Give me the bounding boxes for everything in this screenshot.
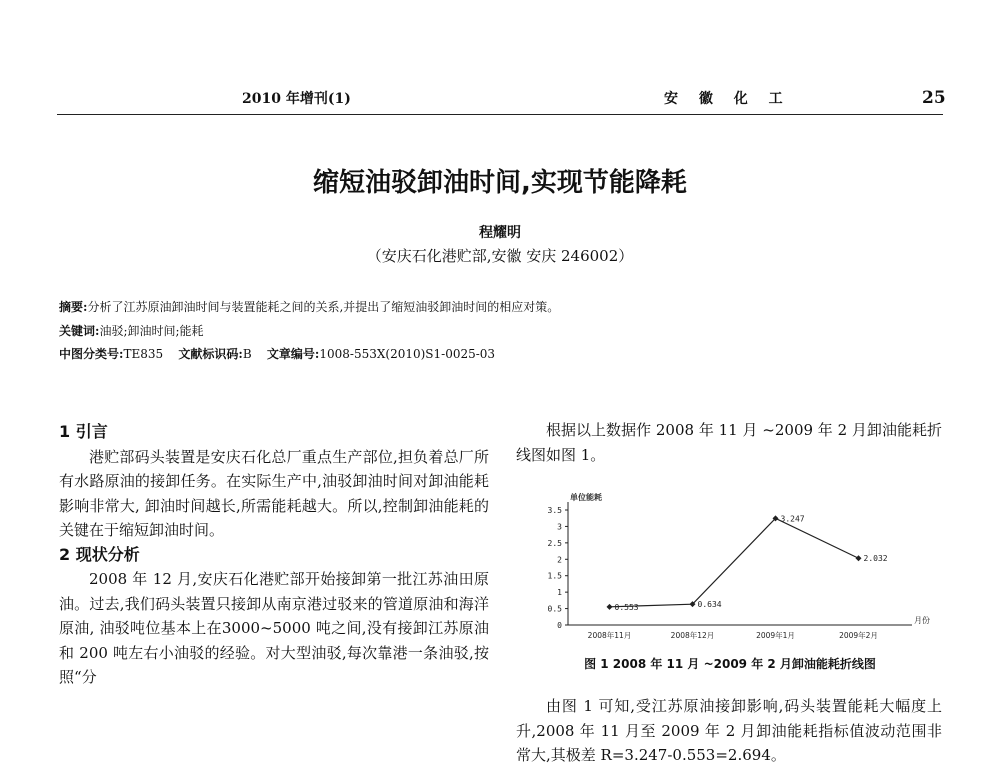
data-point <box>607 604 613 610</box>
y-tick-label: 3.5 <box>547 506 562 515</box>
classification-line <box>59 345 495 362</box>
keywords <box>59 322 204 339</box>
author: 程耀明 <box>479 225 521 241</box>
x-tick-label: 2008年12月 <box>670 631 715 640</box>
figure-caption: 图 1 2008 年 11 月 ~2009 年 2 月卸油能耗折线图 <box>584 657 876 671</box>
y-tick-label: 0 <box>557 621 562 630</box>
data-label: 0.634 <box>697 600 722 610</box>
chart-intro-paragraph: 根据以上数据作 2008 年 11 月 ~2009 年 2 月卸油能耗折线图如图 1。 <box>516 421 942 464</box>
y-tick-label: 1.5 <box>547 571 562 581</box>
running-header-journal: 安 徽 化 工 <box>664 91 791 107</box>
keywords-label: 关键词: <box>59 324 100 338</box>
section-heading-intro: 1 引言 <box>59 422 108 441</box>
y-tick-label: 2 <box>557 555 562 565</box>
intro-paragraph: 港贮部码头装置是安庆石化总厂重点生产部位,担负着总厂所有水路原油的接卸任务。在实际生产中,油驳卸油时间对卸油能耗影响非常大, 卸油时间越长,所需能耗越大。所以,控制卸油能耗的关键在于缩短卸油时间。 <box>59 447 489 539</box>
abstract-label: 摘要: <box>59 300 88 314</box>
doc-code-value: B <box>242 347 252 361</box>
y-tick-label: 1 <box>557 588 562 598</box>
abstract-text: 分析了江苏原油卸油时间与装置能耗之间的关系,并提出了缩短油驳卸油时间的相应对策。 <box>87 300 560 314</box>
y-tick-label: 0.5 <box>547 604 562 614</box>
doc-code-label: 文献标识码: <box>178 347 243 361</box>
abstract <box>59 298 559 315</box>
energy-line-chart <box>530 488 940 648</box>
data-point <box>856 555 862 561</box>
data-label: 2.032 <box>863 554 888 564</box>
article-title: 缩短油驳卸油时间,实现节能降耗 <box>313 168 687 198</box>
running-header-issue: 2010 年增刊(1) <box>242 91 351 107</box>
x-tick-label: 2009年1月 <box>756 631 795 640</box>
data-label: 3.247 <box>780 514 805 524</box>
right-column-top <box>516 418 942 467</box>
analysis-paragraph: 由图 1 可知,受江苏原油接卸影响,码头装置能耗大幅度上升,2008 年 11 月至 2009 年 2 月卸油能耗指标值波动范围非常大,其极差 R=3.247-0.553=2.694。 <box>516 697 942 764</box>
header-rule <box>57 114 943 115</box>
article-no-value: 1008-553X(2010)S1-0025-03 <box>319 347 496 361</box>
page-number: 25 <box>922 88 946 108</box>
keywords-text: 油驳;卸油时间;能耗 <box>99 324 204 338</box>
x-tick-label: 2009年2月 <box>839 631 878 640</box>
affiliation: （安庆石化港贮部,安徽 安庆 246002） <box>366 247 634 265</box>
article-no-label: 文章编号: <box>266 347 320 361</box>
series-line <box>610 518 859 610</box>
x-axis-title: 月份 <box>914 616 930 625</box>
right-column-bottom <box>516 694 942 768</box>
class-label: 中图分类号: <box>59 347 124 361</box>
data-label: 0.553 <box>614 602 639 612</box>
x-tick-label: 2008年11月 <box>587 631 632 640</box>
class-value: TE835 <box>123 347 164 361</box>
left-column <box>59 420 489 690</box>
y-tick-label: 2.5 <box>547 538 562 548</box>
y-tick-label: 3 <box>557 522 562 532</box>
status-paragraph: 2008 年 12 月,安庆石化港贮部开始接卸第一批江苏油田原油。过去,我们码头装置只接卸从南京港过驳来的管道原油和海洋原油, 油驳吨位基本上在3000~5000 吨之间,没有接卸江苏原油和 200 吨左右小油驳的经验。对大型油驳,每次靠港一条油驳,按照“分 <box>59 570 489 686</box>
y-axis-title: 单位能耗 <box>570 493 602 502</box>
section-heading-status: 2 现状分析 <box>59 544 140 564</box>
